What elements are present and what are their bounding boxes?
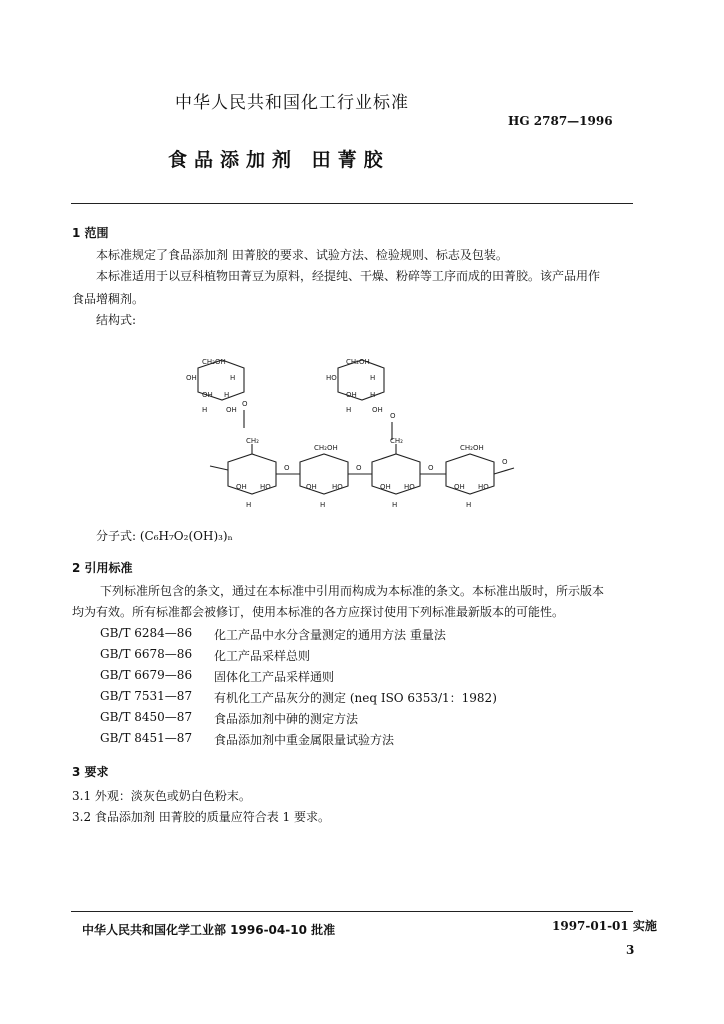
- section-3-item-1: 3.1 外观：淡灰色或奶白色粉末。: [72, 789, 251, 803]
- section-1-para-2a: 本标准适用于以豆科植物田菁豆为原料，经提纯、干燥、粉碎等工序而成的田菁胶。该产品用作: [96, 269, 601, 283]
- section-3-item-2: 3.2 食品添加剂 田菁胶的质量应符合表 1 要求。: [72, 810, 330, 824]
- struct-label-h-5: H: [370, 391, 376, 399]
- struct-label-o-6: O: [502, 458, 508, 466]
- struct-label-ch2oh-1: CH₂OH: [202, 358, 226, 366]
- struct-label-oh-8: OH: [380, 483, 391, 491]
- section-2-heading: 2 引用标准: [72, 561, 133, 575]
- struct-label-ho-1: HO: [326, 374, 337, 382]
- footer-rule: [71, 911, 633, 912]
- struct-label-ch2oh-3: CH₂OH: [314, 444, 338, 452]
- molecular-formula: 分子式: (C₆H₇O₂(OH)₃)ₙ: [96, 529, 233, 543]
- section-2-intro-a: 下列标准所包含的条文，通过在本标准中引用而构成为本标准的条文。本标准出版时，所示版本: [100, 584, 605, 598]
- struct-label-oh-1: OH: [186, 374, 197, 382]
- page-number: 3: [626, 943, 635, 957]
- struct-label-o-5: O: [428, 464, 434, 472]
- struct-label-oh-4: OH: [346, 391, 357, 399]
- standard-code: HG 2787—1996: [508, 114, 613, 128]
- struct-label-h-2: H: [224, 391, 230, 399]
- approval-statement: 中华人民共和国化学工业部 1996-04-10 批准: [82, 923, 336, 937]
- ref-title: 食品添加剂中砷的测定方法: [214, 712, 359, 726]
- section-3-heading: 3 要求: [72, 765, 109, 779]
- implementation-date: 1997-01-01 实施: [552, 919, 657, 933]
- struct-label-ho-4: HO: [404, 483, 415, 491]
- ref-code: GB/T 6679—86: [100, 668, 193, 682]
- ref-code: GB/T 8451—87: [100, 731, 193, 745]
- struct-label-h-8: H: [320, 501, 326, 509]
- struct-label-o-1: O: [242, 400, 248, 408]
- struct-label-h-7: H: [246, 501, 252, 509]
- ref-code: GB/T 8450—87: [100, 710, 193, 724]
- ref-code: GB/T 6284—86: [100, 626, 193, 640]
- struct-label-oh-2: OH: [202, 391, 213, 399]
- struct-label-ch2oh-2: CH₂OH: [346, 358, 370, 366]
- struct-label-h-4: H: [370, 374, 376, 382]
- structure-label: 结构式:: [96, 313, 137, 327]
- section-1-para-2b: 食品增稠剂。: [72, 292, 145, 306]
- structural-formula-diagram: [180, 350, 540, 520]
- struct-label-ho-3: HO: [332, 483, 343, 491]
- struct-label-h-6: H: [346, 406, 352, 414]
- section-1-heading: 1 范围: [72, 226, 109, 240]
- struct-label-h-9: H: [392, 501, 398, 509]
- struct-label-ch2oh-4: CH₂OH: [460, 444, 484, 452]
- struct-label-ho-2: HO: [260, 483, 271, 491]
- struct-label-h-1: H: [230, 374, 236, 382]
- struct-label-ch2-2: CH₂: [390, 437, 403, 445]
- struct-label-h-10: H: [466, 501, 472, 509]
- ref-title: 化工产品采样总则: [214, 649, 311, 663]
- struct-label-o-2: O: [390, 412, 396, 420]
- struct-label-o-4: O: [356, 464, 362, 472]
- document-title: 食品添加剂 田菁胶: [168, 149, 390, 171]
- ref-code: GB/T 6678—86: [100, 647, 193, 661]
- ref-title: 食品添加剂中重金属限量试验方法: [214, 733, 395, 747]
- struct-label-h-3: H: [202, 406, 208, 414]
- struct-label-ch2-1: CH₂: [246, 437, 259, 445]
- ref-title: 化工产品中水分含量测定的通用方法 重量法: [214, 628, 446, 642]
- struct-label-oh-6: OH: [236, 483, 247, 491]
- struct-label-o-3: O: [284, 464, 290, 472]
- ref-code: GB/T 7531—87: [100, 689, 193, 703]
- ref-title: 有机化工产品灰分的测定 (neq ISO 6353/1：1982): [214, 691, 497, 705]
- struct-label-oh-3: OH: [226, 406, 237, 414]
- ref-title: 固体化工产品采样通则: [214, 670, 335, 684]
- struct-label-oh-5: OH: [372, 406, 383, 414]
- struct-label-oh-9: OH: [454, 483, 465, 491]
- standard-category-title: 中华人民共和国化工行业标准: [175, 93, 409, 113]
- struct-label-ho-5: HO: [478, 483, 489, 491]
- section-2-intro-b: 均为有效。所有标准都会被修订，使用本标准的各方应探讨使用下列标准最新版本的可能性。: [72, 605, 565, 619]
- header-rule: [71, 203, 633, 204]
- section-1-para-1: 本标准规定了食品添加剂 田菁胶的要求、试验方法、检验规则、标志及包装。: [96, 248, 508, 262]
- struct-label-oh-7: OH: [306, 483, 317, 491]
